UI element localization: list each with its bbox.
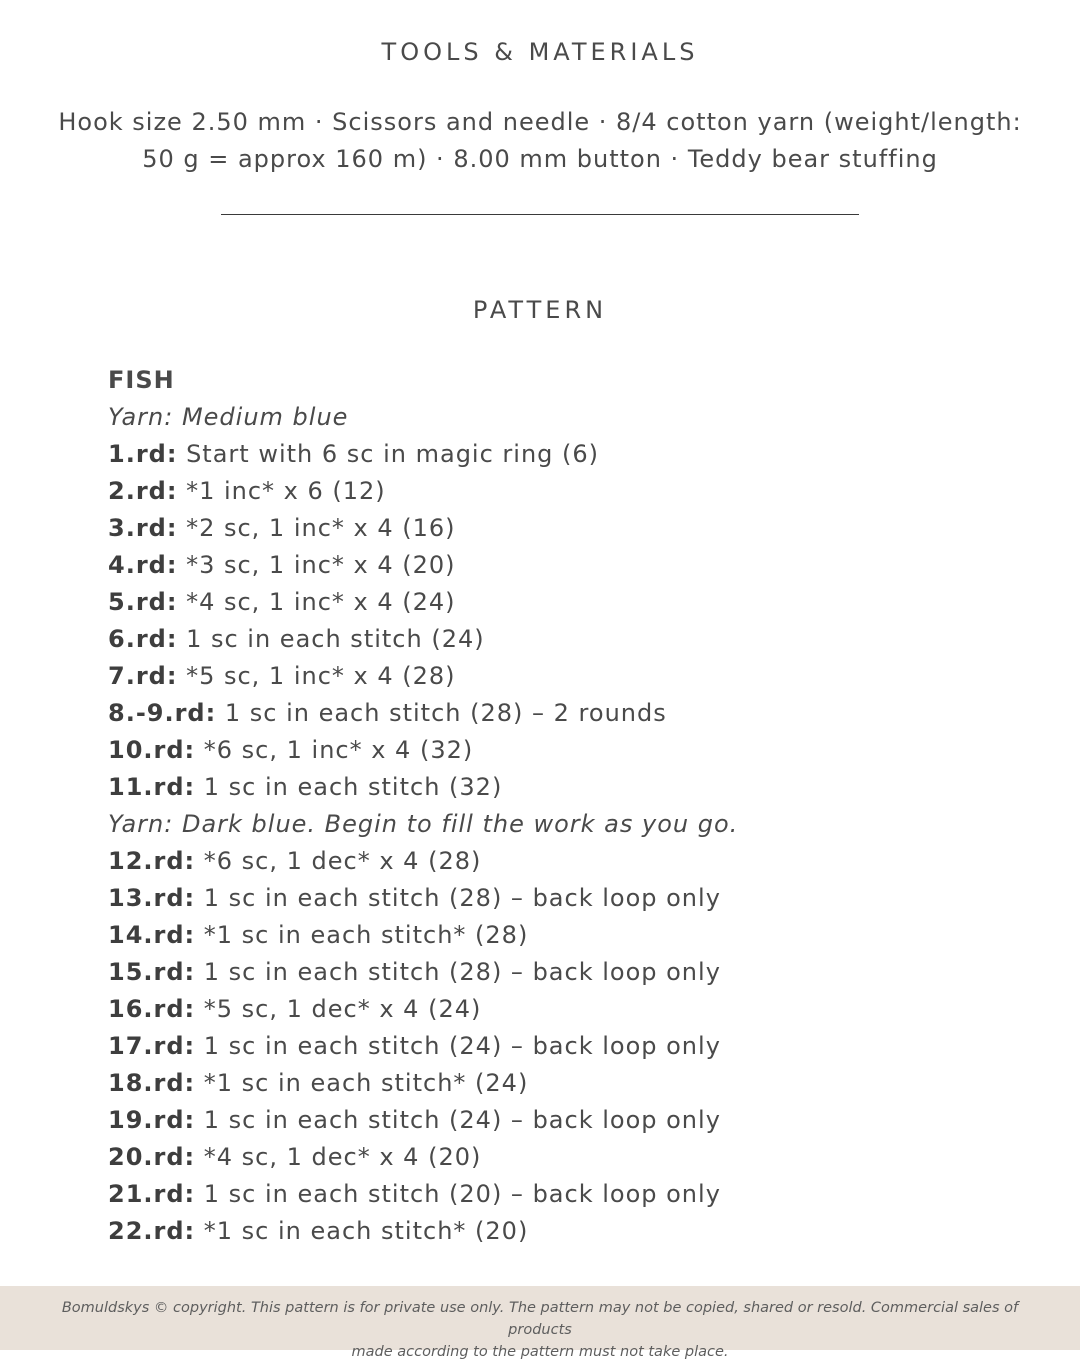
round-line: [108, 695, 1008, 732]
round-line: [108, 954, 1008, 991]
round-label: 10.rd:: [108, 736, 196, 764]
round-label: 3.rd:: [108, 514, 178, 542]
round-label: 19.rd:: [108, 1106, 196, 1134]
round-text: 1 sc in each stitch (32): [195, 773, 503, 801]
pattern-heading: FISH: [108, 366, 175, 394]
round-text: *1 inc* x 6 (12): [177, 477, 386, 505]
yarn-note: Yarn: Dark blue. Begin to fill the work as you go.: [108, 810, 739, 838]
round-line: [108, 1065, 1008, 1102]
round-line: [108, 1028, 1008, 1065]
copyright-footer: [0, 1286, 1080, 1360]
round-label: 1.rd:: [108, 440, 178, 468]
round-label: 12.rd:: [108, 847, 196, 875]
round-text: *6 sc, 1 dec* x 4 (28): [195, 847, 482, 875]
tools-line: Hook size 2.50 mm · Scissors and needle · 8/4 cotton yarn (weight/length:: [58, 108, 1022, 136]
copyright-line: Bomuldskys © copyright. This pattern is for private use only. The pattern may not be copied, shared or resold. Commercial sales of products: [61, 1300, 1019, 1338]
round-text: *4 sc, 1 inc* x 4 (24): [177, 588, 456, 616]
round-text: *1 sc in each stitch* (24): [195, 1069, 529, 1097]
round-text: *5 sc, 1 inc* x 4 (28): [177, 662, 456, 690]
round-line: [108, 880, 1008, 917]
round-text: 1 sc in each stitch (24) – back loop only: [195, 1106, 721, 1134]
round-text: 1 sc in each stitch (24): [177, 625, 485, 653]
round-text: 1 sc in each stitch (20) – back loop only: [195, 1180, 721, 1208]
pattern-body: [108, 362, 1008, 1250]
round-label: 11.rd:: [108, 773, 196, 801]
round-line: [108, 1102, 1008, 1139]
round-line: [108, 584, 1008, 621]
round-text: 1 sc in each stitch (28) – 2 rounds: [216, 699, 667, 727]
round-label: 14.rd:: [108, 921, 196, 949]
round-line: [108, 658, 1008, 695]
round-label: 4.rd:: [108, 551, 178, 579]
tools-materials-list: [40, 104, 1040, 178]
round-label: 18.rd:: [108, 1069, 196, 1097]
round-line: [108, 621, 1008, 658]
round-line: [108, 1213, 1008, 1250]
round-label: 7.rd:: [108, 662, 178, 690]
round-text: *3 sc, 1 inc* x 4 (20): [177, 551, 456, 579]
round-text: 1 sc in each stitch (24) – back loop only: [195, 1032, 721, 1060]
round-line: [108, 473, 1008, 510]
tools-materials-title: TOOLS & MATERIALS: [381, 38, 699, 66]
round-label: 20.rd:: [108, 1143, 196, 1171]
round-line: [108, 1176, 1008, 1213]
round-label: 22.rd:: [108, 1217, 196, 1245]
round-label: 17.rd:: [108, 1032, 196, 1060]
round-text: *5 sc, 1 dec* x 4 (24): [195, 995, 482, 1023]
section-divider: [221, 214, 859, 215]
round-line: [108, 843, 1008, 880]
tools-line: 50 g = approx 160 m) · 8.00 mm button · Teddy bear stuffing: [142, 145, 938, 173]
round-line: [108, 732, 1008, 769]
round-label: 21.rd:: [108, 1180, 196, 1208]
round-line: [108, 436, 1008, 473]
round-text: Start with 6 sc in magic ring (6): [177, 440, 600, 468]
round-line: [108, 991, 1008, 1028]
round-text: *1 sc in each stitch* (28): [195, 921, 529, 949]
round-label: 5.rd:: [108, 588, 178, 616]
copyright-text: [60, 1297, 1020, 1363]
round-text: 1 sc in each stitch (28) – back loop only: [195, 958, 721, 986]
round-label: 16.rd:: [108, 995, 196, 1023]
round-label: 8.-9.rd:: [108, 699, 217, 727]
round-label: 15.rd:: [108, 958, 196, 986]
round-text: *6 sc, 1 inc* x 4 (32): [195, 736, 474, 764]
round-label: 2.rd:: [108, 477, 178, 505]
round-text: *1 sc in each stitch* (20): [195, 1217, 529, 1245]
round-line: [108, 917, 1008, 954]
round-text: 1 sc in each stitch (28) – back loop only: [195, 884, 721, 912]
round-line: [108, 547, 1008, 584]
round-label: 6.rd:: [108, 625, 178, 653]
yarn-note: Yarn: Medium blue: [108, 403, 349, 431]
round-text: *2 sc, 1 inc* x 4 (16): [177, 514, 456, 542]
pattern-title: PATTERN: [472, 296, 608, 324]
round-label: 13.rd:: [108, 884, 196, 912]
round-line: [108, 1139, 1008, 1176]
copyright-line: made according to the pattern must not take place.: [351, 1344, 729, 1360]
round-line: [108, 510, 1008, 547]
round-line: [108, 769, 1008, 806]
round-text: *4 sc, 1 dec* x 4 (20): [195, 1143, 482, 1171]
